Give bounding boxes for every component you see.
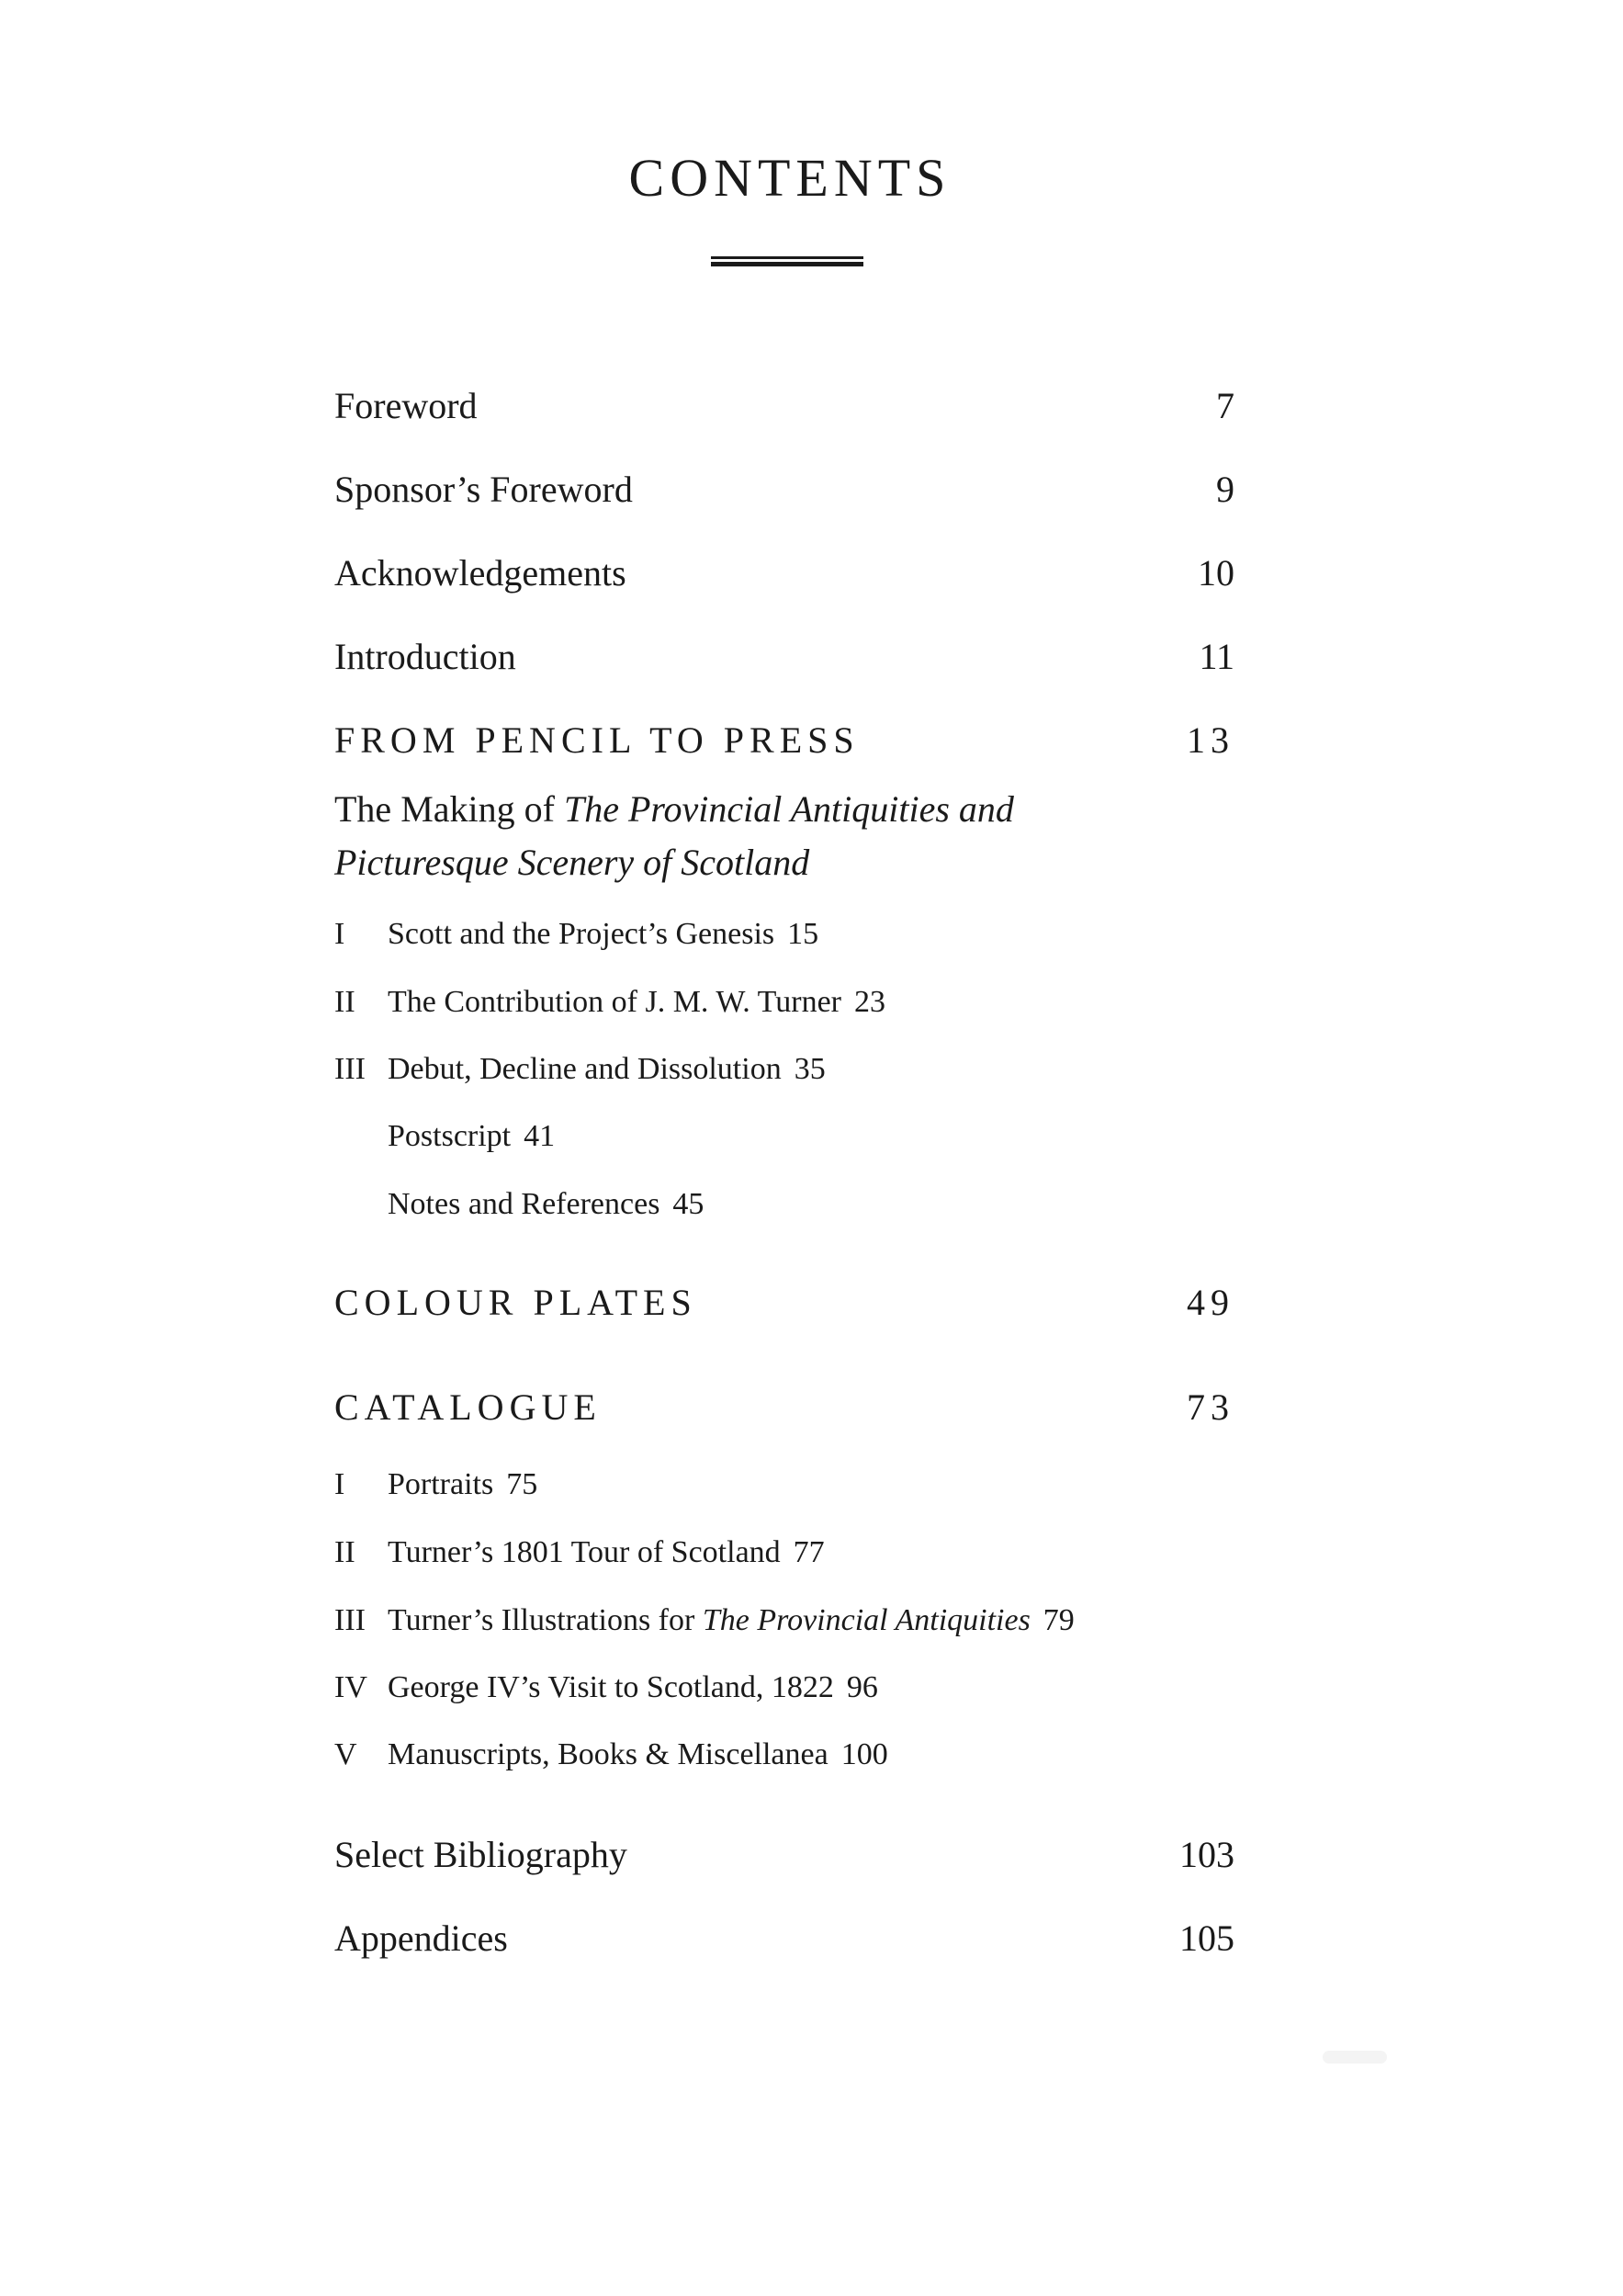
section-heading: CATALOGUE [334, 1386, 602, 1428]
toc-entry-label: Acknowledgements [334, 552, 626, 594]
toc-entry-page: 103 [1179, 1834, 1234, 1875]
rule-line-top [711, 256, 863, 259]
chapter-title: Scott and the Project’s Genesis [388, 917, 775, 951]
chapter-title: Postscript [388, 1119, 512, 1153]
chapter-title: Turner’s 1801 Tour of Scotland [388, 1535, 781, 1569]
section-subtitle [334, 783, 1014, 889]
title-double-rule [711, 256, 863, 267]
chapter-page: 79 [1043, 1603, 1075, 1637]
chapter-numeral: II [334, 985, 355, 1019]
section-heading: FROM PENCIL TO PRESS [334, 719, 860, 761]
chapter-numeral: II [334, 1535, 355, 1569]
toc-entry-label: Sponsor’s Foreword [334, 469, 633, 510]
subtitle-line-1 [334, 783, 1014, 836]
toc-entry-label: Select Bibliography [334, 1834, 627, 1875]
paper-smudge [1323, 2051, 1387, 2064]
section-page: 13 [1187, 719, 1234, 761]
chapter-numeral: I [334, 917, 345, 951]
chapter-title: Notes and References [388, 1187, 660, 1221]
chapter-title-italic: The Provincial Antiquities [702, 1603, 1031, 1637]
subtitle-italic-2: Picturesque Scenery of Scotland [334, 842, 810, 883]
subtitle-prefix: The Making of [334, 788, 564, 830]
toc-entry-page: 11 [1199, 636, 1234, 677]
chapter-numeral: I [334, 1467, 345, 1501]
chapter-numeral: III [334, 1603, 366, 1637]
toc-entry-label: Appendices [334, 1917, 508, 1959]
toc-entry-page: 105 [1179, 1917, 1234, 1959]
chapter-page: 77 [793, 1535, 825, 1569]
chapter-title: Manuscripts, Books & Miscellanea [388, 1737, 828, 1771]
section-page: 73 [1187, 1386, 1234, 1428]
section-page: 49 [1187, 1282, 1234, 1323]
toc-entry-label: Foreword [334, 385, 478, 426]
toc-entry-page: 9 [1216, 469, 1234, 510]
chapter-page: 35 [794, 1052, 826, 1086]
chapter-page: 100 [840, 1737, 888, 1771]
chapter-page: 75 [506, 1467, 538, 1501]
chapter-page: 45 [672, 1187, 704, 1221]
toc-entry-page: 10 [1198, 552, 1234, 594]
chapter-title: The Contribution of J. M. W. Turner [388, 985, 841, 1019]
chapter-page: 96 [846, 1670, 878, 1704]
chapter-title: Debut, Decline and Dissolution [388, 1052, 782, 1086]
toc-entry-label: Introduction [334, 636, 516, 677]
section-heading: COLOUR PLATES [334, 1282, 697, 1323]
chapter-page: 23 [853, 985, 885, 1019]
chapter-numeral: V [334, 1737, 357, 1771]
rule-line-bottom [711, 262, 863, 266]
chapter-title: Portraits [388, 1467, 494, 1501]
subtitle-italic-1: The Provincial Antiquities and [563, 788, 1014, 830]
chapter-page: 15 [787, 917, 819, 951]
chapter-numeral: III [334, 1052, 366, 1086]
chapter-title-prefix: Turner’s Illustrations for [388, 1603, 703, 1637]
chapter-page: 41 [524, 1119, 556, 1153]
chapter-numeral: IV [334, 1670, 367, 1704]
chapter-title: George IV’s Visit to Scotland, 1822 [388, 1670, 834, 1704]
subtitle-line-2 [334, 836, 1014, 889]
page-title: CONTENTS [628, 148, 952, 208]
toc-entry-page: 7 [1216, 385, 1234, 426]
